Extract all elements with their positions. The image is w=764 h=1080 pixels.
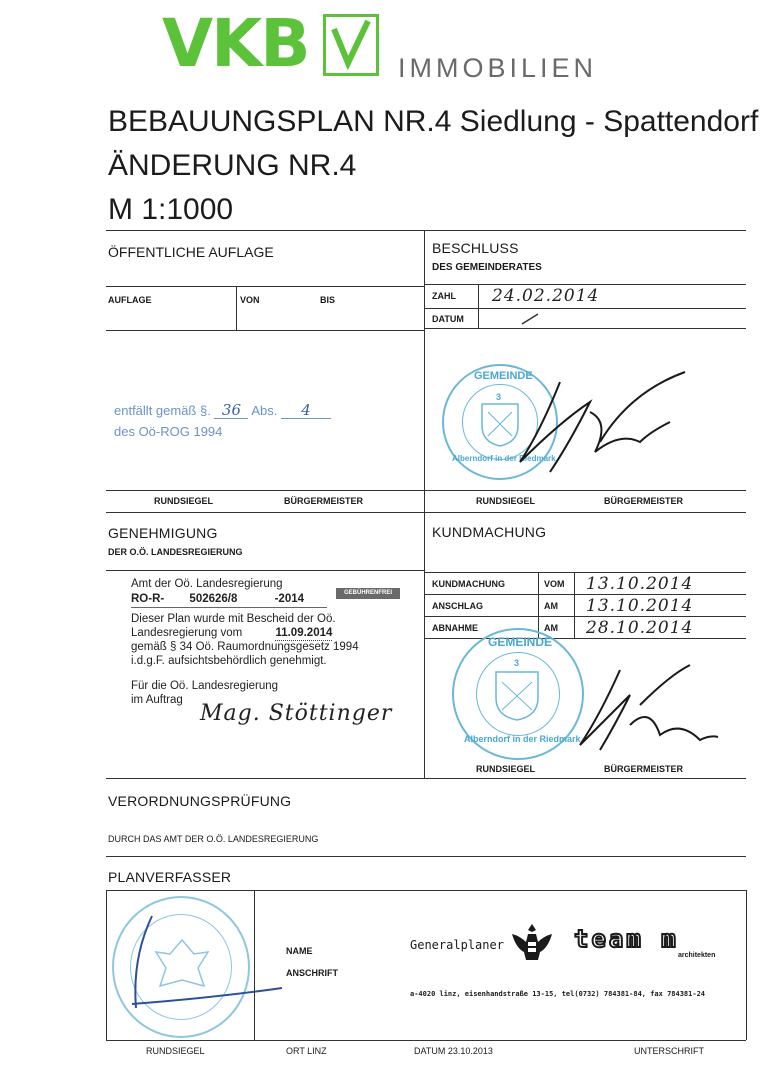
checkmark-icon <box>326 17 376 73</box>
divider <box>106 286 424 287</box>
genehmigung-heading: GENEHMIGUNG <box>108 525 218 541</box>
abs-value: 4 <box>281 402 331 419</box>
beschluss-signature <box>500 372 690 482</box>
auflage-buergermeister-label: BÜRGERMEISTER <box>284 496 364 506</box>
abnahme-row-prep: AM <box>544 623 558 633</box>
divider <box>106 230 746 231</box>
kundmachung-rundsiegel-label: RUNDSIEGEL <box>476 764 536 774</box>
firm-address: a-4020 linz, eisenhandstraße 13-15, tel(0732) 784381-84, fax 784381-24 <box>410 990 706 998</box>
genehmigung-subheading: DER O.Ö. LANDESREGIERUNG <box>108 547 243 557</box>
divider <box>106 512 746 513</box>
logo-check-box <box>323 14 379 76</box>
planverfasser-heading: PLANVERFASSER <box>108 869 232 885</box>
divider <box>106 570 424 571</box>
genehmigung-signature: Mag. Stöttinger <box>200 701 393 726</box>
datum-label: DATUM <box>432 314 464 324</box>
divider <box>106 856 746 857</box>
anschlag-row-value: 13.10.2014 <box>586 596 694 616</box>
divider <box>106 330 424 331</box>
auflage-heading: ÖFFENTLICHE AUFLAGE <box>108 244 274 260</box>
genehmigung-text-4: i.d.g.F. aufsichtsbehördlich genehmigt. <box>131 655 327 667</box>
gebuehrenfrei-badge: GEBÜHRENFREI <box>336 588 400 599</box>
divider <box>236 286 237 330</box>
divider <box>746 890 747 1040</box>
divider <box>106 778 746 779</box>
seal-number: 3 <box>514 658 520 668</box>
anschrift-label: ANSCHRIFT <box>286 968 338 978</box>
zahl-value: 24.02.2014 <box>492 286 600 306</box>
divider <box>424 328 746 329</box>
beschluss-subheading: DES GEMEINDERATES <box>432 262 542 273</box>
zahl-label: ZAHL <box>432 291 456 301</box>
divider <box>106 890 746 891</box>
rog-text: des Oö-ROG 1994 <box>114 424 223 439</box>
divider <box>574 572 575 638</box>
plan-title: BEBAUUNGSPLAN NR.4 Siedlung - Spattendorf <box>108 105 759 138</box>
beschluss-buergermeister-label: BÜRGERMEISTER <box>604 496 684 506</box>
divider <box>538 572 539 638</box>
name-label: NAME <box>286 946 313 956</box>
genehmigung-text-1: Dieser Plan wurde mit Bescheid der Oö. <box>131 613 336 625</box>
kundmachung-heading: KUNDMACHUNG <box>432 524 547 540</box>
divider <box>424 230 425 778</box>
generalplaner-label: Generalplaner <box>410 938 504 952</box>
genehmigung-text-6: im Auftrag <box>131 694 183 706</box>
seal-bottom-text: Alberndorf in der Riedmark <box>464 734 581 744</box>
bis-label: BIS <box>320 295 336 305</box>
austrian-eagle-icon <box>510 922 554 962</box>
auflage-rundsiegel-label: RUNDSIEGEL <box>154 496 214 506</box>
kundmachung-row-prep: VOM <box>544 579 565 589</box>
seal-top-text: GEMEINDE <box>474 370 533 382</box>
plan-scale: M 1:1000 <box>108 193 234 226</box>
divider <box>424 308 746 309</box>
divider <box>106 1040 746 1041</box>
kundmachung-signature <box>570 665 720 755</box>
auflage-label: AUFLAGE <box>108 295 152 305</box>
beschluss-heading: BESCHLUSS <box>432 240 519 256</box>
planverfasser-rundsiegel-label: RUNDSIEGEL <box>146 1046 205 1056</box>
divider <box>478 284 479 328</box>
logo-vkb: VKB <box>162 5 309 82</box>
divider <box>424 284 746 285</box>
kundmachung-row-value: 13.10.2014 <box>586 574 694 594</box>
unterschrift-label: UNTERSCHRIFT <box>634 1046 704 1056</box>
kundmachung-row-label: KUNDMACHUNG <box>432 579 505 589</box>
plan-amendment: ÄNDERUNG NR.4 <box>108 149 357 182</box>
coat-of-arms-icon <box>494 670 540 720</box>
divider <box>424 572 746 573</box>
handwritten-stroke <box>522 312 542 326</box>
beschluss-rundsiegel-label: RUNDSIEGEL <box>476 496 536 506</box>
anschlag-row-label: ANSCHLAG <box>432 601 483 611</box>
kundmachung-seal <box>452 628 584 760</box>
genehmigung-text-3: gemäß § 34 Oö. Raumordnungsgesetz 1994 <box>131 641 359 653</box>
ort-label: ORT LINZ <box>286 1046 327 1056</box>
verordnung-subheading: DURCH DAS AMT DER O.Ö. LANDESREGIERUNG <box>108 834 319 844</box>
genehmigung-text-2: Landesregierung vom 11.09.2014 <box>131 627 333 639</box>
divider <box>424 616 746 617</box>
divider <box>424 594 746 595</box>
divider <box>106 890 107 1040</box>
architect-signature <box>112 908 292 1028</box>
paragraph-value: 36 <box>214 402 248 419</box>
verordnung-heading: VERORDNUNGSPRÜFUNG <box>108 793 292 809</box>
ro-underline <box>131 607 327 608</box>
architekten-label: architekten <box>678 952 716 959</box>
planverfasser-datum-label: DATUM 23.10.2013 <box>414 1046 493 1056</box>
entfaellt-text: entfällt gemäß §. 36 Abs. 4 <box>114 402 331 419</box>
logo-immobilien: IMMOBILIEN <box>398 53 598 83</box>
genehmigung-authority: Amt der Oö. Landesregierung <box>131 578 283 590</box>
team-m-logo: team m <box>574 925 679 953</box>
divider <box>424 638 746 639</box>
seal-number: 3 <box>496 392 502 402</box>
abnahme-row-value: 28.10.2014 <box>586 618 694 638</box>
seal-bottom-text: Alberndorf in der Riedmark <box>452 454 556 463</box>
genehmigung-text-5: Für die Oö. Landesregierung <box>131 680 279 692</box>
genehmigung-ro-number: RO-R- 502626/8 -2014 <box>131 593 305 605</box>
anschlag-row-prep: AM <box>544 601 558 611</box>
kundmachung-buergermeister-label: BÜRGERMEISTER <box>604 764 684 774</box>
seal-top-text: GEMEINDE <box>488 635 553 649</box>
von-label: VON <box>240 295 260 305</box>
abnahme-row-label: ABNAHME <box>432 623 478 633</box>
divider <box>106 490 746 491</box>
